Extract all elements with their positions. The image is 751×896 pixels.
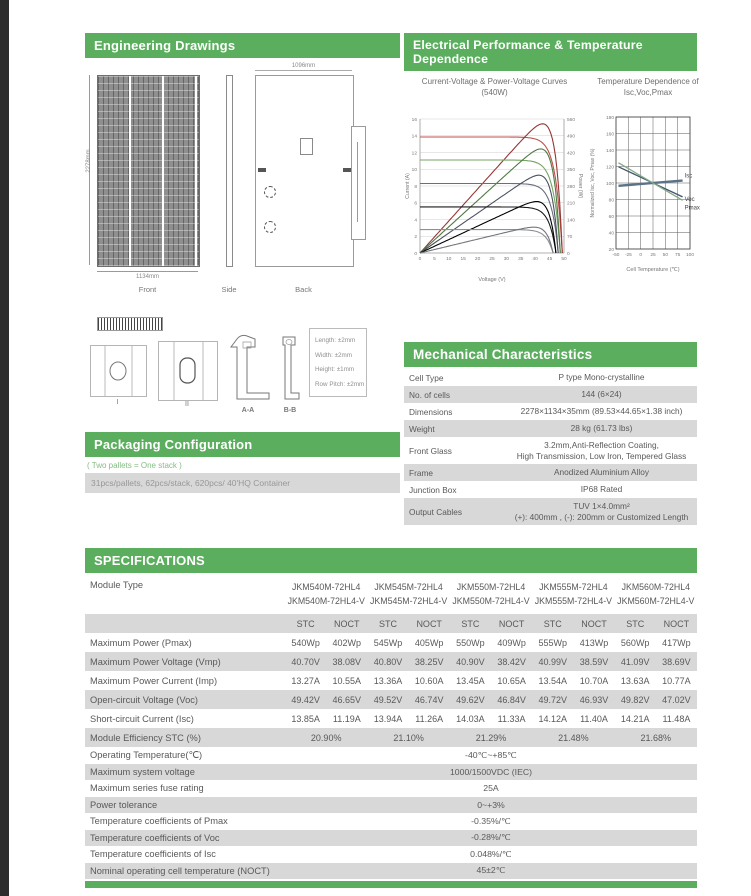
- spec-value-cell: 38.69V: [662, 656, 691, 667]
- mech-row-value-line: 2278×1134×35mm (89.53×44.65×1.38 inch): [520, 406, 683, 417]
- spec-value-cell: 560Wp: [620, 637, 650, 648]
- iv-curve: [420, 184, 558, 254]
- specifications-section: [85, 548, 697, 888]
- spec-value-cell: 11.40A: [580, 713, 608, 724]
- module-type-line: JKM540M-72HL4-V: [287, 596, 365, 606]
- chart-tick-label: 2: [414, 235, 417, 241]
- mechanical-characteristics-header: Mechanical Characteristics: [404, 342, 697, 367]
- spec-value-cell: 46.65V: [332, 694, 362, 705]
- spec-value-cell: 40.90V: [456, 656, 485, 667]
- mech-row-value-line: High Transmission, Low Iron, Tempered Glass: [516, 450, 687, 461]
- spec-full-row: [85, 797, 697, 814]
- spec-value-cell: 10.55A: [332, 675, 362, 686]
- spec-value-cell: 402Wp: [332, 637, 362, 648]
- spec-value-cell: 540Wp: [291, 637, 320, 648]
- efficiency-value-cell: 20.90%: [310, 732, 342, 743]
- mech-row-value-line: 144 (6×24): [581, 389, 622, 400]
- mech-row-value: [506, 484, 697, 494]
- spec-full-row-value: -0.35%/℃: [471, 815, 511, 826]
- spec-full-row-value: 25A: [483, 783, 499, 794]
- chart-tick-label: Voltage (V): [478, 277, 506, 283]
- mech-row-value: [506, 372, 697, 382]
- right-column: [404, 33, 704, 538]
- mech-row-value: [506, 467, 697, 477]
- chart-tick-label: 5: [433, 257, 436, 262]
- junction-box-drawing: [300, 138, 313, 155]
- chart-tick-label: 70: [567, 235, 573, 241]
- chart-tick-label: Normalized Isc, Voc, Pmax (%): [590, 148, 596, 218]
- chart-tick-label: 10: [446, 257, 452, 262]
- spec-data-row: [85, 671, 697, 690]
- spec-value-cell: 555Wp: [538, 637, 568, 648]
- frame-section-bb-drawing: [277, 333, 303, 403]
- spec-subheader-row: [85, 614, 697, 633]
- specifications-header: SPECIFICATIONS: [85, 548, 697, 573]
- label-barcode-drawing: [97, 317, 163, 331]
- spec-value-cell: 10.70A: [579, 675, 609, 686]
- spec-value-cell: 10.60A: [414, 675, 444, 686]
- module-type-line: JKM550M-72HL4: [456, 582, 526, 593]
- chart-tick-label: 40: [608, 231, 614, 237]
- chart-tick-label: 50: [561, 257, 567, 262]
- engineering-drawings-header: Engineering Drawings: [85, 33, 400, 58]
- chart-tick-label: -50: [612, 253, 620, 258]
- efficiency-value-cell: 21.48%: [558, 732, 589, 743]
- frame-rail-drawing: [351, 126, 366, 240]
- chart-tick-label: 30: [503, 257, 510, 262]
- chart-tick-label: 490: [567, 134, 576, 140]
- mechanical-table: [404, 369, 697, 525]
- spec-value-cell: 13.27A: [291, 675, 320, 686]
- spec-value-cell: 49.42V: [291, 694, 320, 705]
- cable-connector-left: [258, 168, 266, 172]
- spec-value-cell: 545Wp: [373, 637, 403, 648]
- mounting-detail-two: [158, 341, 218, 401]
- page-edge-strip: [0, 0, 9, 896]
- spec-full-row-value: 0.048%/℃: [470, 848, 512, 859]
- spec-full-row-label: Temperature coefficients of Isc: [90, 849, 216, 860]
- spec-value-cell: 14.12A: [538, 713, 568, 724]
- chart-tick-label: 25: [489, 257, 495, 262]
- mech-row: [404, 369, 697, 386]
- cable-connector-right: [343, 168, 351, 172]
- spec-data-row: [85, 633, 697, 652]
- spec-full-row: [85, 830, 697, 847]
- spec-full-row-label: Operating Temperature(℃): [90, 749, 203, 760]
- spec-value-cell: 550Wp: [456, 637, 485, 648]
- tolerance-length: Length: ±2mm: [315, 337, 356, 344]
- mech-row: [404, 403, 697, 420]
- tolerance-row-pitch: Row Pitch: ±2mm: [315, 380, 365, 388]
- mech-row-value: [506, 501, 697, 522]
- module-type-line: JKM545M-72HL4-V: [369, 596, 448, 606]
- efficiency-value-cell: 21.68%: [640, 732, 672, 743]
- spec-value-cell: 11.48A: [662, 713, 691, 724]
- chart-tick-label: Pmax: [684, 205, 700, 212]
- module-type-line: JKM545M-72HL4: [374, 582, 443, 593]
- spec-full-row-label: Temperature coefficients of Pmax: [90, 816, 228, 827]
- mech-row-label: Frame: [409, 467, 433, 478]
- front-width-dimension: 1134mm: [136, 274, 159, 280]
- efficiency-row: [85, 728, 697, 747]
- mech-row-label: Junction Box: [409, 484, 457, 495]
- spec-value-cell: 49.82V: [620, 694, 650, 705]
- spec-full-row: [85, 780, 697, 797]
- spec-row-label: Maximum Power Current (Imp): [90, 675, 218, 686]
- condition-header-cell: STC: [626, 618, 645, 629]
- mech-row-value-line: Anodized Aluminium Alloy: [553, 467, 649, 478]
- chart-tick-label: Current (A): [405, 173, 411, 199]
- spec-full-row-value: -0.28%/℃: [471, 832, 511, 843]
- chart-tick-label: 100: [605, 181, 614, 187]
- chart-tick-label: 4: [414, 218, 417, 224]
- spec-value-cell: 49.72V: [538, 694, 568, 705]
- chart-tick-label: 210: [567, 201, 576, 207]
- module-type-line: JKM555M-72HL4-V: [534, 596, 613, 606]
- spec-row-label: Maximum Power Voltage (Vmp): [90, 656, 221, 667]
- mech-row-value: [506, 389, 697, 399]
- spec-value-cell: 13.85A: [291, 713, 320, 724]
- condition-header-cell: STC: [296, 618, 315, 629]
- chart-tick-label: 80: [608, 198, 614, 204]
- spec-module-type-row: [85, 576, 697, 614]
- spec-value-cell: 14.03A: [456, 713, 485, 724]
- spec-value-cell: 11.19A: [332, 713, 361, 724]
- spec-data-row: [85, 690, 697, 709]
- spec-full-row-label: Maximum system voltage: [90, 766, 195, 777]
- chart-tick-label: 0: [639, 253, 643, 258]
- condition-header-cell: NOCT: [581, 618, 607, 629]
- spec-value-cell: 46.74V: [414, 694, 444, 705]
- chart-tick-label: Cell Temperature (℃): [626, 267, 680, 273]
- spec-value-cell: 38.59V: [579, 656, 609, 667]
- module-type-line: JKM540M-72HL4: [291, 582, 361, 593]
- module-type-cell: [367, 581, 449, 608]
- mech-row: [404, 464, 697, 481]
- mech-row-value-line: 28 kg (61.73 lbs): [570, 423, 633, 434]
- mech-row-value-line: (+): 400mm , (-): 200mm or Customized Length: [514, 511, 689, 522]
- chart-tick-label: 10: [411, 168, 417, 174]
- front-width-dimension-line: [97, 271, 198, 272]
- chart-tick-label: 120: [605, 165, 614, 171]
- module-type-cell: [532, 581, 614, 608]
- chart-tick-label: 0: [567, 251, 570, 257]
- mech-row-value: [506, 423, 697, 433]
- chart-tick-label: 0: [414, 251, 417, 257]
- side-caption: Side: [221, 285, 237, 294]
- condition-header-cell: NOCT: [498, 618, 525, 629]
- spec-value-cell: 413Wp: [579, 637, 609, 648]
- mech-row-value: [506, 440, 697, 461]
- chart-tick-label: 280: [567, 184, 576, 190]
- chart-tick-label: Power (W): [577, 173, 583, 199]
- tolerance-width: Width: ±2mm: [315, 351, 353, 359]
- specifications-table: [85, 576, 697, 879]
- module-type-line: JKM560M-72HL4: [621, 582, 691, 593]
- spec-value-cell: 46.93V: [579, 694, 609, 705]
- chart-tick-label: -25: [624, 253, 632, 258]
- chart-tick-label: 350: [567, 168, 576, 174]
- mech-row: [404, 420, 697, 437]
- spec-data-row: [85, 709, 697, 728]
- mounting-hole-mark: [264, 186, 276, 198]
- spec-value-cell: 11.33A: [497, 713, 526, 724]
- chart-tick-label: 6: [414, 201, 417, 207]
- chart-tick-label: 560: [567, 117, 576, 123]
- condition-header-cell: STC: [378, 618, 397, 629]
- spec-full-row-label: Power tolerance: [90, 799, 158, 810]
- module-type-cell: [450, 581, 532, 608]
- module-type-label: Module Type: [90, 580, 144, 590]
- mounting-detail-one-drawing: [91, 346, 146, 396]
- spec-value-cell: 40.80V: [373, 656, 403, 667]
- mech-row-label: No. of cells: [409, 389, 451, 400]
- packaging-note: ( Two pallets = One stack ): [87, 461, 182, 470]
- mech-row-value-line: 3.2mm,Anti-Reflection Coating,: [544, 440, 659, 451]
- spec-value-cell: 47.02V: [662, 694, 691, 705]
- spec-full-row-value: 0~+3%: [477, 799, 505, 810]
- chart-tick-label: 140: [567, 218, 576, 224]
- packaging-detail: 31pcs/pallets, 62pcs/stack, 620pcs/ 40'HQ Container: [85, 473, 400, 493]
- chart-tick-label: 50: [662, 253, 669, 258]
- spec-value-cell: 13.45A: [456, 675, 485, 686]
- spec-value-cell: 11.26A: [415, 713, 444, 724]
- section-label-bb: B-B: [283, 407, 297, 414]
- chart-tick-label: 16: [411, 117, 417, 123]
- left-column: [85, 33, 400, 503]
- chart-tick-label: 140: [605, 148, 614, 154]
- module-side-drawing: [226, 75, 233, 267]
- mech-row-label: Cell Type: [409, 372, 444, 383]
- module-type-line: JKM560M-72HL4-V: [617, 596, 695, 606]
- mounting-detail-two-drawing: [159, 342, 217, 400]
- mech-row-label: Front Glass: [409, 445, 452, 456]
- section-label-aa: A-A: [241, 407, 255, 414]
- mech-row: [404, 437, 697, 464]
- chart-tick-label: 8: [414, 184, 417, 190]
- spec-full-row-label: Maximum series fuse rating: [90, 783, 204, 794]
- chart-tick-label: 40: [532, 257, 538, 262]
- mech-row-value-line: TUV 1×4.0mm²: [573, 501, 630, 512]
- condition-header-cell: NOCT: [334, 618, 360, 629]
- spec-row-label: Maximum Power (Pmax): [90, 637, 192, 648]
- spec-full-row-value: -40℃~+85℃: [465, 749, 517, 760]
- mech-row-value-line: P type Mono-crystalline: [558, 372, 645, 383]
- packaging-configuration-header: Packaging Configuration: [85, 432, 400, 457]
- spec-value-cell: 46.84V: [497, 694, 526, 705]
- spec-value-cell: 10.65A: [497, 675, 526, 686]
- tolerance-height: Height: ±1mm: [315, 366, 355, 373]
- mech-row: [404, 386, 697, 403]
- spec-value-cell: 417Wp: [662, 637, 691, 648]
- chart-tick-label: 45: [546, 257, 553, 262]
- module-type-line: JKM550M-72HL4-V: [452, 596, 530, 606]
- section-label-ii: II: [185, 401, 189, 408]
- spec-full-row: [85, 846, 697, 863]
- mech-row-value: [506, 406, 697, 416]
- chart-tick-label: 14: [411, 134, 417, 140]
- spec-full-row: [85, 747, 697, 764]
- spec-value-cell: 13.94A: [373, 713, 403, 724]
- section-label-i: I: [116, 399, 119, 406]
- spec-value-cell: 13.54A: [538, 675, 568, 686]
- spec-full-row-label: Nominal operating cell temperature (NOCT): [90, 865, 270, 876]
- mech-row-label: Weight: [409, 423, 435, 434]
- spec-full-row: [85, 863, 697, 880]
- chart-tick-label: 20: [474, 257, 481, 262]
- mech-row-label: Output Cables: [409, 506, 463, 517]
- module-type-cell: [285, 581, 367, 608]
- module-type-line: JKM555M-72HL4: [539, 582, 608, 593]
- efficiency-value-cell: 21.29%: [475, 732, 507, 743]
- chart-tick-label: 100: [685, 253, 695, 258]
- chart-tick-label: 12: [411, 151, 417, 157]
- iv-curve: [420, 230, 553, 253]
- chart-tick-label: 60: [608, 214, 614, 220]
- spec-value-cell: 14.21A: [620, 713, 650, 724]
- mechanical-section: [404, 342, 697, 525]
- spec-row-label: Short-circuit Current (Isc): [90, 713, 194, 724]
- temp-chart-title: Temperature Dependence of Isc,Voc,Pmax: [597, 77, 699, 97]
- chart-tick-label: 0: [418, 257, 422, 262]
- spec-full-row-label: Temperature coefficients of Voc: [90, 832, 220, 843]
- frame-section-aa-drawing: [223, 333, 273, 403]
- chart-tick-label: Isc: [684, 173, 693, 180]
- module-back-drawing: [255, 75, 354, 267]
- chart-tick-label: 160: [605, 132, 614, 138]
- iv-chart-title: Current-Voltage & Power-Voltage Curves (540W): [421, 77, 568, 97]
- efficiency-value-cell: 21.10%: [393, 732, 424, 743]
- spec-value-cell: 38.08V: [332, 656, 362, 667]
- condition-header-cell: NOCT: [663, 618, 690, 629]
- condition-header-cell: STC: [543, 618, 562, 629]
- spec-full-row: [85, 813, 697, 830]
- spec-full-row-value: 1000/1500VDC (IEC): [449, 766, 533, 777]
- chart-tick-label: 25: [650, 253, 656, 258]
- iv-pv-chart: [404, 107, 586, 307]
- spec-value-cell: 38.25V: [414, 656, 444, 667]
- mounting-hole-mark: [264, 221, 276, 233]
- module-type-cell: [615, 581, 697, 608]
- spec-value-cell: 405Wp: [414, 637, 444, 648]
- frame-rail-dimension-line: [357, 142, 358, 222]
- chart-tick-label: 15: [460, 257, 466, 262]
- tolerance-box: [309, 328, 367, 397]
- spec-full-row-value: 45±2℃: [476, 865, 506, 876]
- front-height-dimension: 2278mm: [86, 149, 92, 173]
- spec-value-cell: 10.77A: [662, 675, 691, 686]
- spec-row-label: Open-circuit Voltage (Voc): [90, 694, 198, 705]
- spec-value-cell: 13.36A: [373, 675, 403, 686]
- condition-header-cell: STC: [461, 618, 480, 629]
- mech-row-label: Dimensions: [409, 406, 453, 417]
- spec-full-row: [85, 764, 697, 781]
- spec-value-cell: 49.62V: [456, 694, 485, 705]
- chart-tick-label: 35: [518, 257, 524, 262]
- mounting-detail-one: [90, 345, 147, 397]
- chart-tick-label: 180: [605, 115, 614, 121]
- chart-tick-label: 20: [608, 247, 614, 253]
- spec-value-cell: 41.09V: [620, 656, 650, 667]
- spec-value-cell: 40.70V: [291, 656, 320, 667]
- back-width-dimension: 1096mm: [255, 63, 352, 71]
- chart-tick-label: 420: [567, 151, 576, 157]
- mech-row-value-line: IP68 Rated: [580, 484, 623, 495]
- module-front-drawing: [97, 75, 200, 267]
- spec-value-cell: 40.99V: [538, 656, 568, 667]
- chart-tick-label: 75: [674, 253, 681, 258]
- spec-value-cell: 49.52V: [373, 694, 403, 705]
- efficiency-label: Module Efficiency STC (%): [90, 732, 201, 743]
- condition-header-cell: NOCT: [416, 618, 442, 629]
- spec-data-row: [85, 652, 697, 671]
- spec-value-cell: 38.42V: [497, 656, 526, 667]
- spec-value-cell: 409Wp: [497, 637, 526, 648]
- chart-tick-label: Voc: [684, 196, 695, 203]
- mech-row: [404, 481, 697, 498]
- temperature-dependence-chart: [586, 107, 706, 307]
- footer-accent-bar: [85, 881, 697, 888]
- spec-value-cell: 13.63A: [620, 675, 650, 686]
- back-caption: Back: [295, 285, 312, 294]
- electrical-performance-header: Electrical Performance & Temperature Dependence: [404, 33, 697, 71]
- mech-row: [404, 498, 697, 525]
- front-caption: Front: [138, 285, 157, 294]
